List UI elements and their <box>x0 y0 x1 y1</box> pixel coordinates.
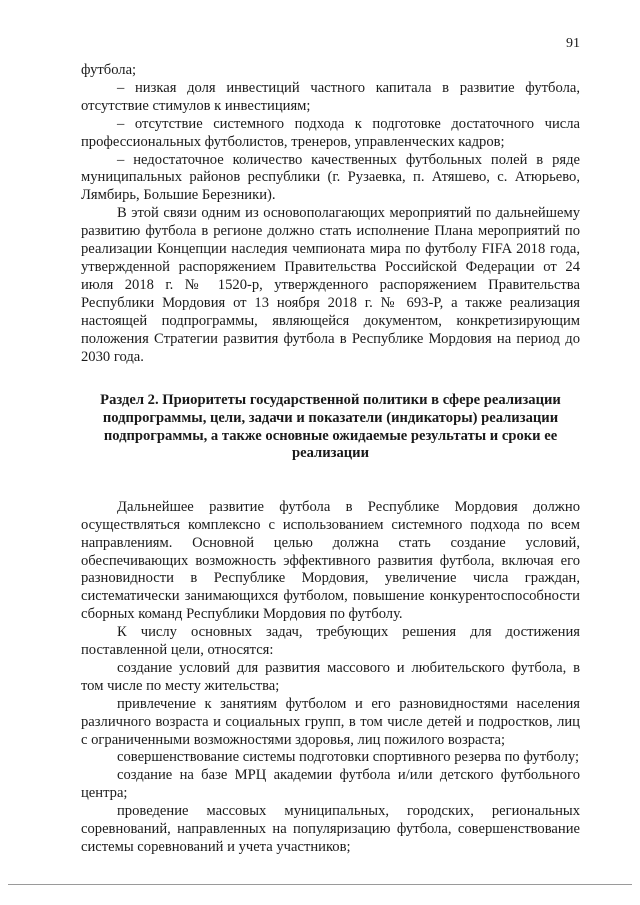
paragraph: В этой связи одним из основополагающих мероприятий по дальнейшему развитию футбола в регионе должно стать исполнение Плана мероприятий по реализации Концепции наследия чемпионата мира по футболу FIFA 2018 года, утвержденной распоряжением Правительства Российской Федерации от 24 июля 2018 г. № 1520-р, утвержденного распоряжением Правительства Республики Мордовия от 13 ноября 2018 г. № 693-Р, а также реализация настоящей подпрограммы, являющейся документом, конкретизирующим положения Стратегии развития футбола в Республике Мордовия на период до 2030 года. <box>81 205 580 365</box>
paragraph: – недостаточное количество качественных футбольных полей в ряде муниципальных районов республики (г. Рузаевка, п. Атяшево, с. Атюрьево, Лямбирь, Большие Березники). <box>81 151 580 204</box>
paragraph: футбола; <box>81 62 137 78</box>
paragraph: – отсутствие системного подхода к подготовке достаточного числа профессиональных футболистов, тренеров, управленческих кадров; <box>81 115 580 150</box>
list-item: совершенствование системы подготовки спортивного резерва по футболу; <box>117 749 580 766</box>
list-item: привлечение к занятиям футболом и его разновидностями населения различного возраста и социальных групп, в том числе детей и подростков, лиц с ограниченными возможностями здоровья, лиц пожилого возраста; <box>81 695 580 748</box>
paragraph: Дальнейшее развитие футбола в Республике Мордовия должно осуществляться комплексно с использованием системного подхода по всем направлениям. Основной целью должна стать создание условий, обеспечивающих возможность эффективного развития футбола, включая его разновидности в Республике Мордовия, увеличение числа граждан, систематически занимающихся футболом, повышение конкурентоспособности сборных команд Республики Мордовия по футболу. <box>81 498 580 623</box>
list-item: создание условий для развития массового и любительского футбола, в том числе по месту жительства; <box>81 659 580 694</box>
scan-edge-line <box>8 884 632 885</box>
paragraph: – низкая доля инвестиций частного капитала в развитие футбола, отсутствие стимулов к инвестициям; <box>81 79 580 114</box>
list-item: проведение массовых муниципальных, городских, региональных соревнований, направленных на популяризацию футбола, совершенствование системы соревнований и учета участников; <box>81 803 580 855</box>
section-heading: Раздел 2. Приоритеты государственной политики в сфере реализации подпрограммы, цели, задачи и показатели (индикаторы) реализации подпрограммы, а также основные ожидаемые результаты и сроки ее реализации <box>100 392 561 462</box>
paragraph: К числу основных задач, требующих решения для достижения поставленной цели, относятся: <box>81 624 580 659</box>
page-number: 91 <box>566 36 580 51</box>
document-body <box>81 62 580 857</box>
list-item: создание на базе МРЦ академии футбола и/или детского футбольного центра; <box>81 767 580 802</box>
